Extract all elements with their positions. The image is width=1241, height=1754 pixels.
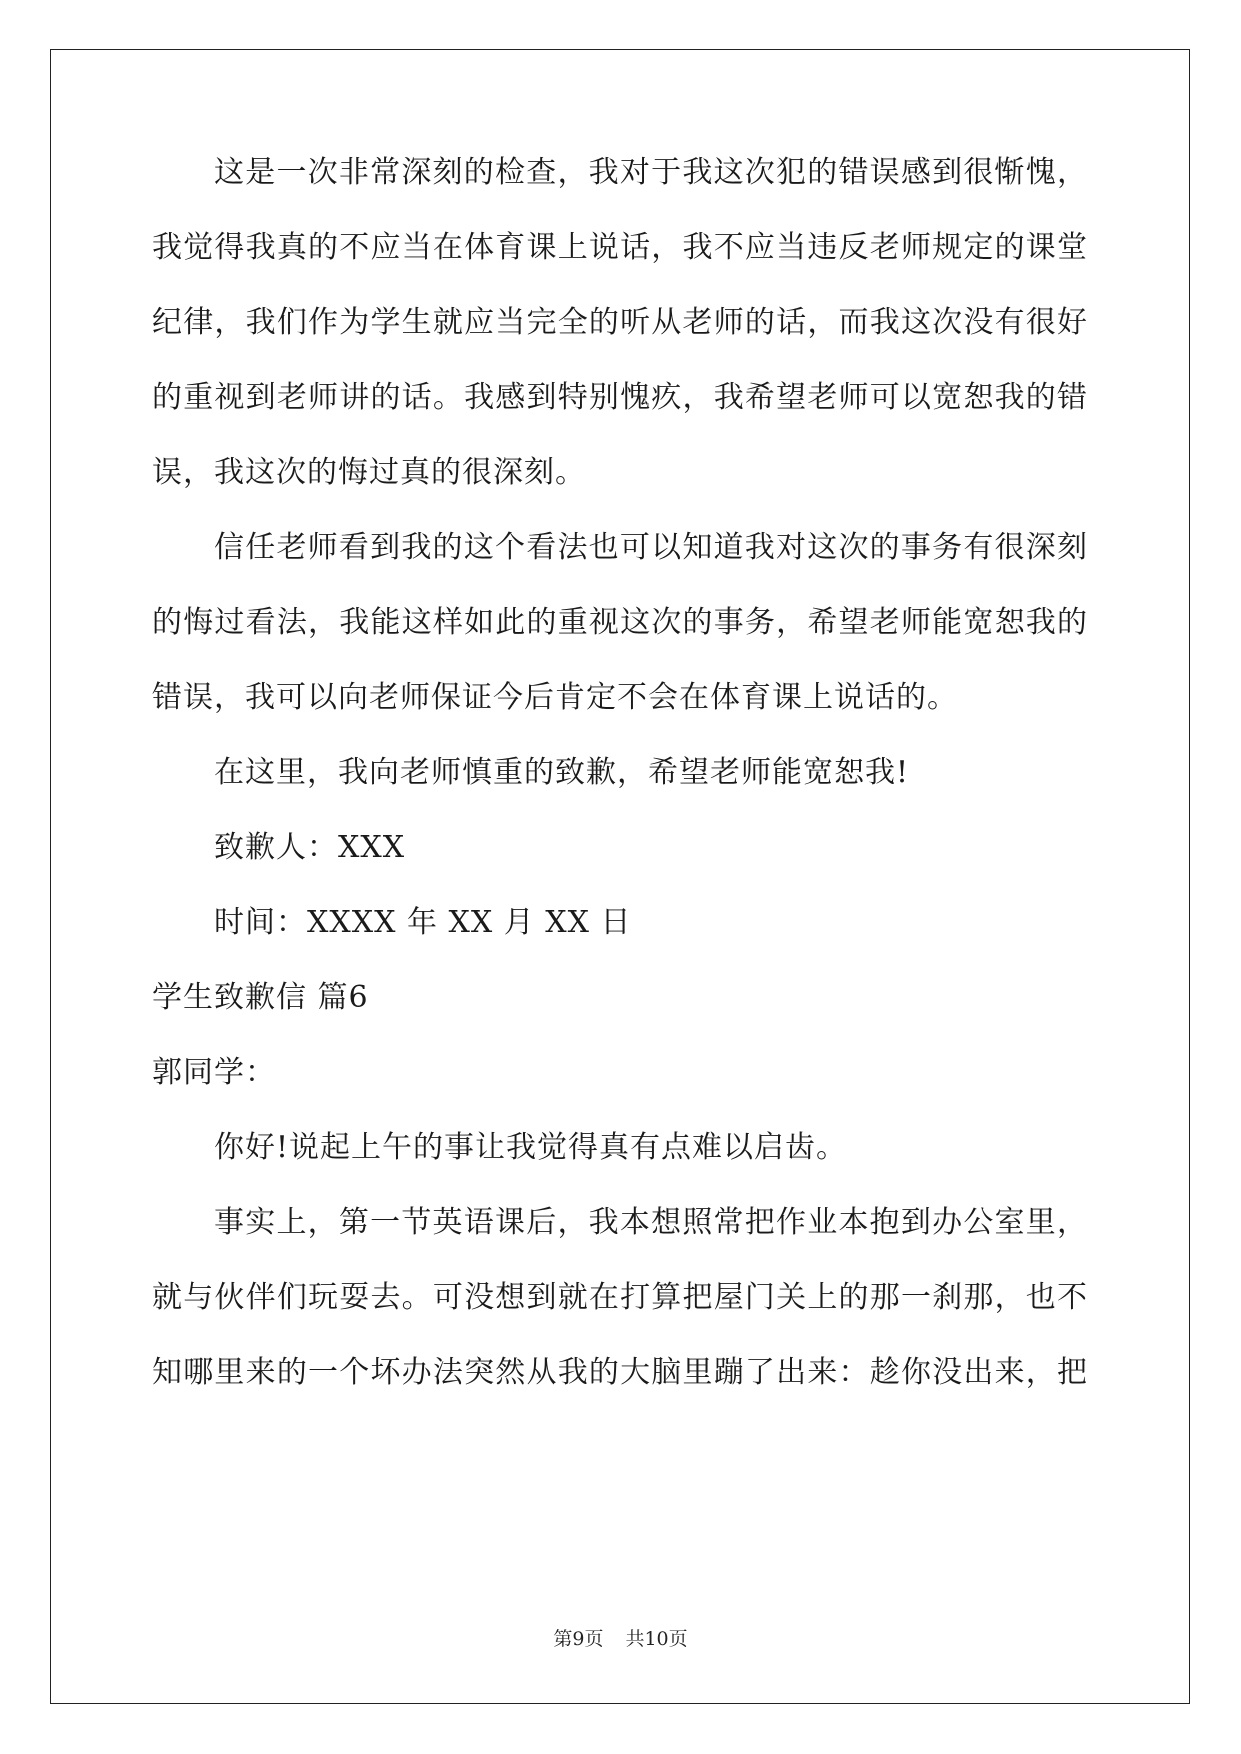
paragraph-line: 信任老师看到我的这个看法也可以知道我对这次的事务有很深刻 xyxy=(214,530,1088,565)
paragraph-line: 知哪里来的一个坏办法突然从我的大脑里蹦了出来：趁你没出来，把 xyxy=(152,1355,1088,1390)
page-number: 第9页 xyxy=(553,1628,604,1650)
page-total: 共10页 xyxy=(625,1628,688,1650)
paragraph-line: 事实上，第一节英语课后，我本想照常把作业本抱到办公室里， xyxy=(214,1205,1088,1240)
paragraph-line: 就与伙伴们玩耍去。可没想到就在打算把屋门关上的那一刹那，也不 xyxy=(152,1280,1088,1315)
paragraph-line: 你好!说起上午的事让我觉得真有点难以启齿。 xyxy=(214,1130,848,1165)
paragraph-line: 这是一次非常深刻的检查，我对于我这次犯的错误感到很惭愧， xyxy=(214,155,1088,190)
date-line: 时间：XXXX 年 XX 月 XX 日 xyxy=(214,905,632,940)
section-heading: 学生致歉信 篇6 xyxy=(152,980,369,1015)
paragraph-line: 的重视到老师讲的话。我感到特别愧疚，我希望老师可以宽恕我的错 xyxy=(152,380,1088,415)
paragraph-line: 在这里，我向老师慎重的致歉，希望老师能宽恕我! xyxy=(214,755,910,790)
page-border xyxy=(50,49,1190,1704)
signature-line: 致歉人：XXX xyxy=(214,830,406,865)
paragraph-line: 误，我这次的悔过真的很深刻。 xyxy=(152,455,586,490)
paragraph-line: 纪律，我们作为学生就应当完全的听从老师的话，而我这次没有很好 xyxy=(152,305,1088,340)
paragraph-line: 错误，我可以向老师保证今后肯定不会在体育课上说话的。 xyxy=(152,680,958,715)
paragraph-line: 的悔过看法，我能这样如此的重视这次的事务，希望老师能宽恕我的 xyxy=(152,605,1088,640)
page-footer xyxy=(0,1627,1241,1651)
paragraph-line: 我觉得我真的不应当在体育课上说话，我不应当违反老师规定的课堂 xyxy=(152,230,1088,265)
salutation: 郭同学： xyxy=(152,1055,276,1090)
